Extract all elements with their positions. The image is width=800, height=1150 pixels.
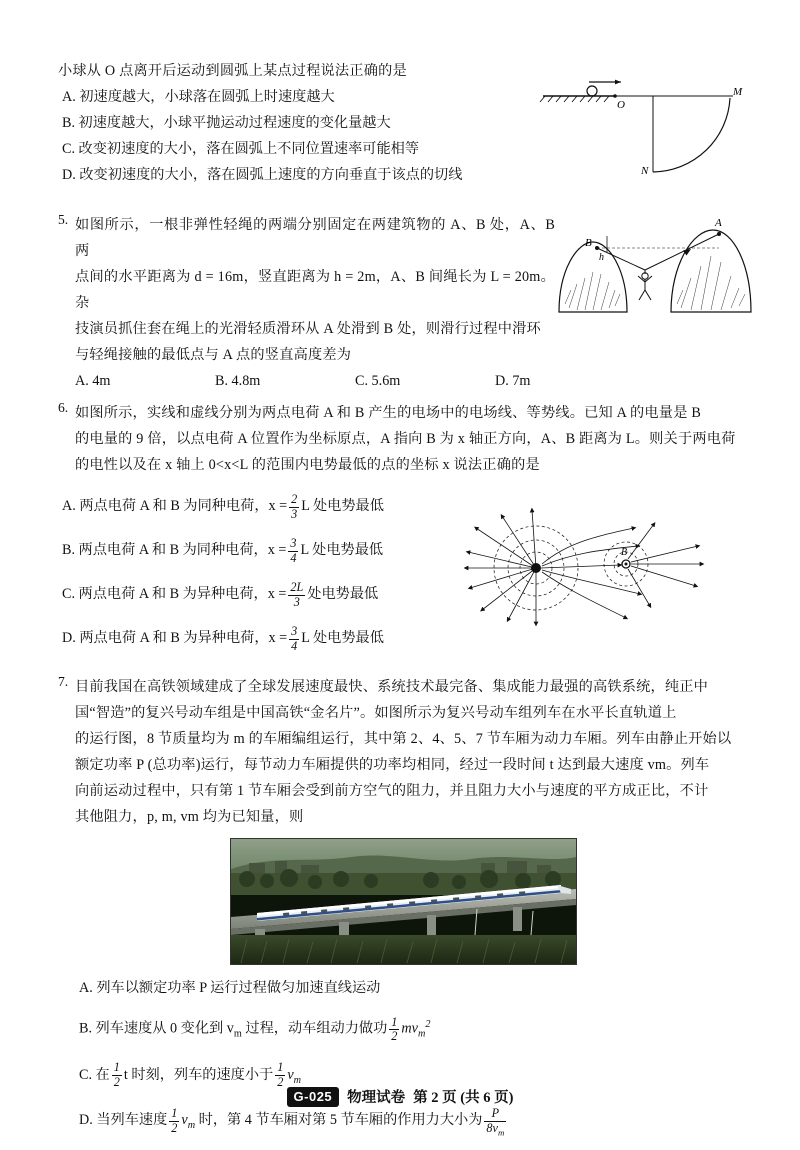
fig-q4-label-m: M [733,86,743,98]
question-6 [58,400,748,664]
q5-number: 5. [58,212,69,227]
q6-option-d-den: 4 [291,638,298,653]
fig-q5-label-b: B [585,237,592,249]
q5-stem-line-1: 如图所示，一根非弹性轻绳的两端分别固定在两建筑物的 A、B 处，A、B 两 [75,217,555,259]
q7-option-d-sub: m [187,1120,196,1132]
q5-option-d: D. 7m [495,373,531,389]
q5-stem-line-4: 与轻绳接触的最低点与 A 点的竖直高度差为 [75,347,352,363]
figure-projectile-arc [537,68,752,178]
q4-option-b: B. 初速度越大，小球平抛运动过程速度的变化量越大 [62,115,391,131]
q6-option-a [58,484,418,528]
q7-option-b-varsub: m [417,1028,426,1040]
question-7 [58,674,748,1146]
q6-option-d-tail: L 处电势最低 [301,630,384,646]
fig-q4-label-n: N [641,165,649,177]
q7-option-b-den: 2 [391,1029,398,1044]
q7-option-b-pre: B. 列车速度从 0 变化到 v [79,1020,234,1037]
q7-option-c-den: 2 [113,1075,120,1090]
page-content [58,58,748,1150]
q5-option-a: A. 4m [75,373,111,389]
q6-option-b-num: 3 [290,535,297,550]
page-footer [0,1086,800,1107]
q7-option-a [75,971,748,1005]
q6-option-a-num: 2 [291,491,298,506]
q7-stem-line-4: 额定功率 P (总功率)运行，每节动力车厢提供的功率均相同，经过一段时间 t 达到最大速度 vm。列车 [75,757,710,773]
q7-option-d [75,1100,748,1146]
footer-page-number: 第 2 页 (共 6 页) [413,1090,514,1106]
q6-option-a-tail: L 处电势最低 [301,498,384,514]
footer-subject: 物理试卷 [347,1090,406,1106]
q7-option-c-post: v [287,1066,294,1083]
q7-stem-line-2: 国“智造”的复兴号动车组是中国高铁“金名片”。如图所示为复兴号动车组列车在水平长直轨道上 [75,705,677,721]
q6-option-b-den: 4 [290,550,297,565]
q7-option-b [75,1005,748,1055]
q6-option-c [58,572,418,616]
q6-option-d-num: 3 [291,623,298,638]
q6-number: 6. [58,400,69,415]
q5-stem-line-2: 点间的水平距离为 d = 16m，竖直距离为 h = 2m，A、B 间绳长为 L = 20m。杂 [75,269,555,311]
q7-stem-line-6: 其他阻力，p, m, vm 均为已知量，则 [75,809,304,825]
q4-option-d: D. 改变初速度的大小，落在圆弧上速度的方向垂直于该点的切线 [62,167,463,183]
fig-q6-label-b: B [621,547,628,558]
q7-option-b-mid: 过程，动车组动力做功 [241,1020,388,1037]
q4-option-a: A. 初速度越大，小球落在圆弧上时速度越大 [62,89,335,105]
q6-stem-line-1: 如图所示，实线和虚线分别为两点电荷 A 和 B 产生的电场中的电场线、等势线。已知 A 的电量是 B [75,405,701,421]
q7-option-d-den2-sub: m [497,1127,505,1138]
paper-code-badge: G-025 [287,1087,340,1107]
q5-options [58,368,635,394]
q6-option-c-tail: 处电势最低 [307,586,379,602]
q6-option-c-den: 3 [288,595,305,610]
question-4 [58,58,748,208]
q5-stem-line-3: 技演员抓住套在绳上的光滑轻质滑环从 A 处滑到 B 处，则滑行过程中滑环 [75,321,541,337]
q7-option-a-text: A. 列车以额定功率 P 运行过程做匀加速直线运动 [79,980,381,996]
q7-option-b-sub: m [233,1028,242,1040]
question-5 [58,212,748,394]
q7-option-d-mid: 时，第 4 节车厢对第 5 节车厢的作用力大小为 [195,1112,483,1129]
fig-q5-label-h: h [599,252,604,263]
q7-option-d-num: 1 [171,1106,178,1121]
q6-option-d-prefix: D. 两点电荷 A 和 B 为异种电荷，x = [62,630,288,646]
q7-number: 7. [58,674,69,689]
q6-stem-line-3: 的电性以及在 x 轴上 0<x<L 的范围内电势最低的点的坐标 x 说法正确的是 [75,457,540,473]
q7-option-c-num: 1 [113,1060,120,1075]
fig-q4-label-o: O [617,99,625,111]
train-photo [230,838,577,965]
q6-option-b [58,528,418,572]
q7-option-d-num2: P [491,1106,500,1121]
figure-rope-buildings [541,212,756,322]
q7-option-b-sup: 2 [425,1019,431,1030]
q7-stem-line-3: 的运行图，8 节质量均为 m 的车厢编组运行，其中第 2、4、5、7 节车厢为动力车厢。列车由静止开始以 [75,731,732,747]
q7-option-b-post: mv [401,1020,418,1037]
q6-option-c-num: 2L [290,579,304,594]
q7-option-d-den2: 8v [486,1120,498,1135]
q5-option-c: C. 5.6m [355,373,401,389]
figure-field-lines [458,502,708,622]
q6-option-b-tail: L 处电势最低 [300,542,384,558]
q7-option-c-num2: 1 [277,1060,284,1075]
q7-stem-line-5: 向前运动过程中，只有第 1 节车厢会受到前方空气的阻力，并且阻力大小与速度的平方成正比，不计 [75,783,709,799]
q7-option-b-num: 1 [391,1014,398,1029]
q7-stem-line-1: 目前我国在高铁领域建成了全球发展速度最快、系统技术最完备、集成能力最强的高铁系统，纯正中 [75,679,709,695]
q7-option-d-var: v [181,1112,188,1129]
q6-option-a-prefix: A. 两点电荷 A 和 B 为同种电荷，x = [62,498,288,514]
q6-option-b-prefix: B. 两点电荷 A 和 B 为同种电荷，x = [62,542,287,558]
q4-option-c: C. 改变初速度的大小，落在圆弧上不同位置速率可能相等 [62,141,420,157]
q6-option-d [58,616,418,660]
q4-stem: 小球从 O 点离开后运动到圆弧上某点过程说法正确的是 [58,63,407,79]
q7-option-c-den2: 2 [277,1075,284,1090]
q7-option-c-mid: t 时刻，列车的速度小于 [123,1066,274,1083]
q7-option-c-sub: m [293,1074,302,1086]
train-photo-wrapper [58,838,748,965]
q7-option-d-pre: D. 当列车速度 [79,1112,168,1129]
q5-option-b: B. 4.8m [215,373,261,389]
q6-option-c-prefix: C. 两点电荷 A 和 B 为异种电荷，x = [62,586,287,602]
q7-option-c-pre: C. 在 [79,1066,110,1083]
q6-option-a-den: 3 [291,506,298,521]
q6-stem-line-2: 的电量的 9 倍，以点电荷 A 位置作为坐标原点，A 指向 B 为 x 轴正方向，A、B 距离为 L。则关于两电荷 [75,431,736,447]
q7-option-d-den: 2 [171,1120,178,1135]
fig-q5-label-a: A [715,217,722,229]
